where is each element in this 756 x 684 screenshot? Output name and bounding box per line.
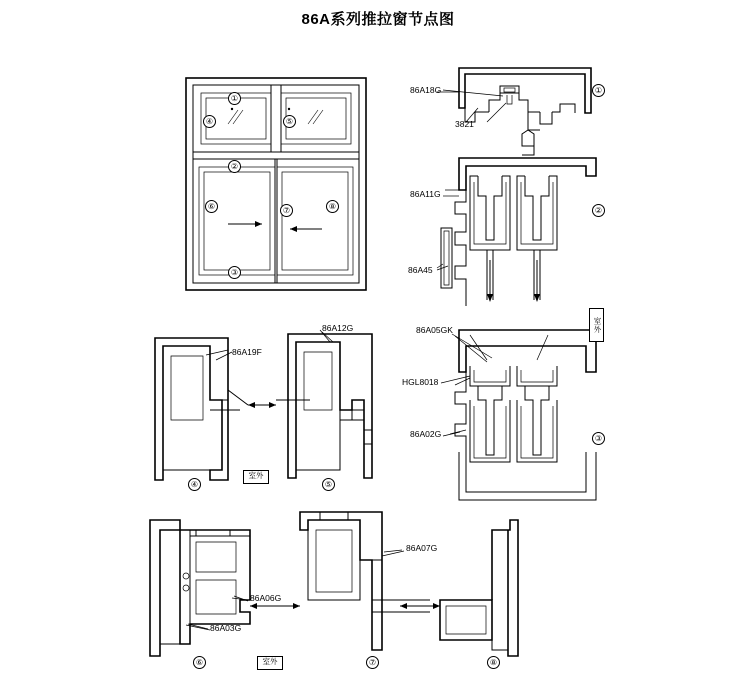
part-label-86A02G: 86A02G (410, 429, 442, 439)
part-label-86A18G: 86A18G (410, 85, 442, 95)
section-marker-3: ③ (592, 432, 605, 445)
part-label-86A11G: 86A11G (410, 189, 441, 199)
part-label-86A19F: 86A19F (232, 347, 262, 357)
section-3-profile (450, 330, 596, 500)
part-label-86A45: 86A45 (408, 265, 433, 275)
section-marker-6: ⑥ (193, 656, 206, 669)
section-2-3-connectors (487, 260, 540, 302)
page-title: 86A系列推拉窗节点图 (301, 11, 455, 28)
elevation-callout-4: ④ (203, 115, 216, 128)
elevation-callout-1: ① (228, 92, 241, 105)
section-6-profile (150, 520, 250, 656)
part-label-3821: 3821 (455, 119, 474, 129)
elevation-callout-5: ⑤ (283, 115, 296, 128)
section-1-profile (443, 68, 591, 155)
elevation-callout-6: ⑥ (205, 200, 218, 213)
outdoor-label-middle: 室外 (243, 470, 269, 484)
section-4-profile (155, 338, 276, 480)
part-label-86A05GK: 86A05GK (416, 325, 453, 335)
section-marker-2: ② (592, 204, 605, 217)
part-label-86A07G: 86A07G (406, 543, 438, 553)
part-label-86A06G: 86A06G (250, 593, 282, 603)
part-label-86A03G: 86A03G (210, 623, 242, 633)
section-marker-4: ④ (188, 478, 201, 491)
section-8-profile (440, 520, 518, 656)
elevation-callout-3: ③ (228, 266, 241, 279)
section-2-profile (437, 158, 596, 306)
section-marker-1: ① (592, 84, 605, 97)
part-label-HGL8018: HGL8018 (402, 377, 439, 387)
section-5-profile (276, 330, 372, 478)
elevation-callout-8: ⑧ (326, 200, 339, 213)
elevation-frame (186, 78, 366, 290)
outdoor-label-right: 室外 (589, 308, 604, 342)
section-7-profile (250, 512, 440, 650)
section-marker-7: ⑦ (366, 656, 379, 669)
outdoor-label-bottom: 室外 (257, 656, 283, 670)
elevation-callout-2: ② (228, 160, 241, 173)
part-label-86A12G: 86A12G (322, 323, 354, 333)
section-marker-8: ⑧ (487, 656, 500, 669)
elevation-callout-7: ⑦ (280, 204, 293, 217)
section-marker-5: ⑤ (322, 478, 335, 491)
